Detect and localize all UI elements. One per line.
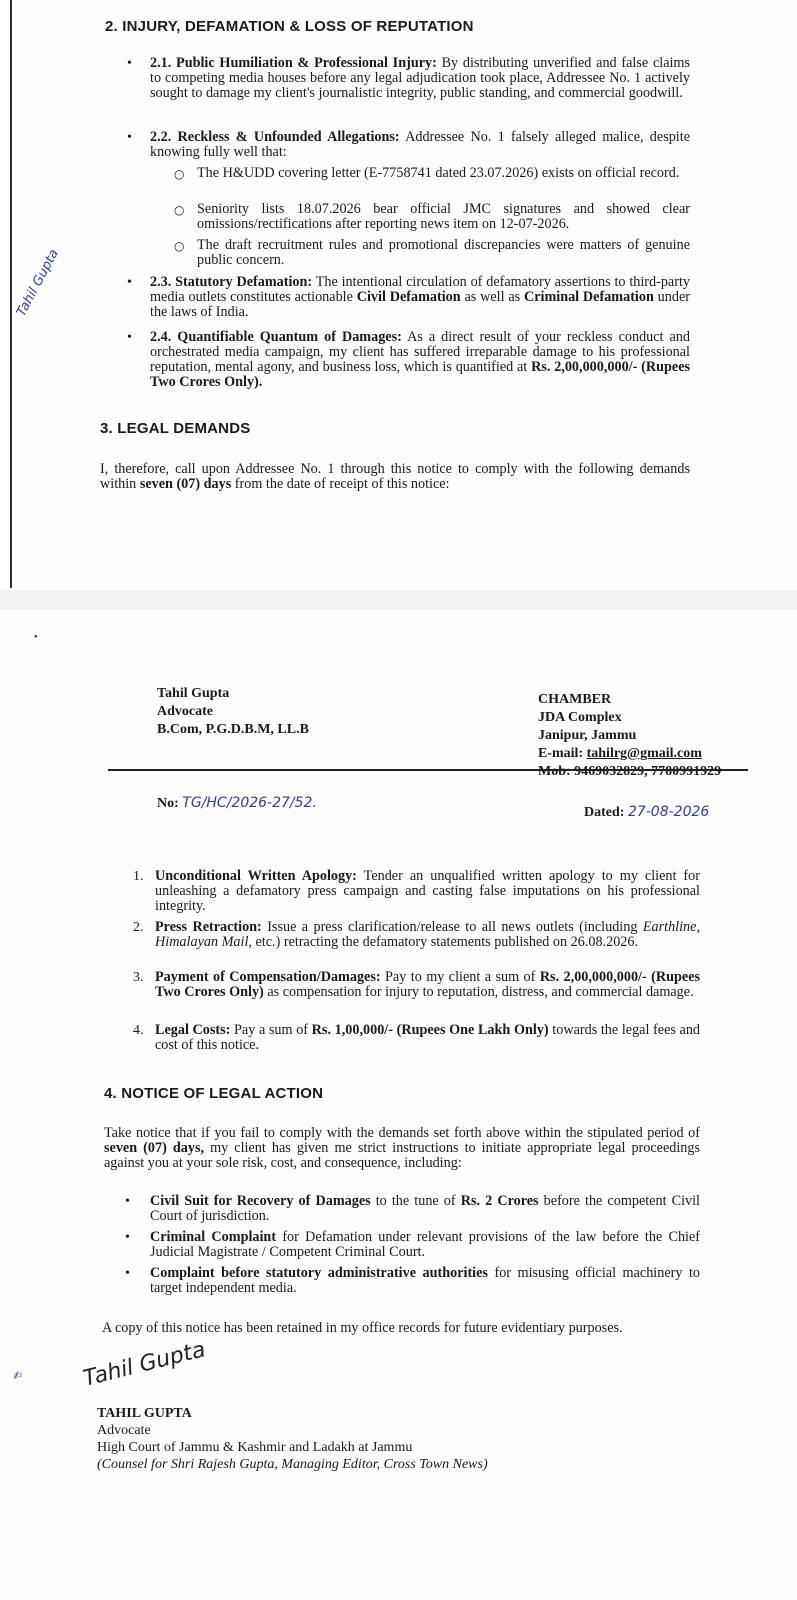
notice-date [584, 804, 709, 821]
administrative-complaint-label: Complaint before statutory administrative authorities [150, 1265, 488, 1281]
civil-defamation-term: Civil Defamation [356, 289, 461, 305]
dated-label: Dated: [584, 805, 625, 820]
reference-value: TG/HC/2026-27/52. [182, 795, 317, 811]
administrative-complaint-text: for misusing official machinery to target independent media. [150, 1265, 700, 1296]
legal-demands-deadline: seven (07) days [139, 476, 232, 492]
chamber-label: CHAMBER [538, 692, 612, 707]
criminal-complaint-label: Criminal Complaint [150, 1229, 277, 1245]
mobile-label: Mob: [538, 764, 571, 779]
paragraph-2-2 [150, 130, 690, 160]
email-link[interactable]: tahilrg@gmail.com [586, 746, 702, 761]
demand-3-title: Payment of Compensation/Damages: [155, 969, 381, 985]
notice-page-1 [10, 0, 797, 588]
demand-2-title: Press Retraction: [155, 919, 262, 935]
legal-action-deadline: seven (07) days, [104, 1140, 205, 1156]
reference-label: No: [157, 796, 179, 811]
paragraph-2-4 [150, 330, 690, 390]
section-3-heading: 3. LEGAL DEMANDS [100, 420, 251, 437]
legal-demands-intro-tail: from the date of receipt of this notice: [234, 476, 450, 492]
legal-action-item-2 [150, 1230, 700, 1260]
circle-bullet-icon: ○ [174, 167, 185, 181]
paragraph-2-1-text: By distributing unverified and false claims to competing media houses before any legal adjudication took place, Addressee No. 1 actively sought to damage my client's journalistic integrity, public standing, and commercial goodwill. [150, 55, 690, 101]
criminal-defamation-term: Criminal Defamation [523, 289, 654, 305]
bullet-icon: • [125, 1230, 130, 1245]
demand-2-text: Issue a press clarification/release to all news outlets (including [267, 919, 638, 935]
legal-action-intro [104, 1126, 700, 1171]
paragraph-2-1-title: 2.1. Public Humiliation & Professional Injury: [150, 55, 437, 71]
criminal-complaint-text: for Defamation under relevant provisions of the law before the Chief Judicial Magistrate / Competent Criminal Court. [150, 1229, 701, 1260]
legal-demands-intro [100, 462, 690, 492]
chamber-complex: JDA Complex [538, 710, 622, 725]
demand-1 [155, 869, 700, 914]
signature-block [97, 1405, 488, 1473]
legal-action-intro-text: Take notice that if you fail to comply with the demands set forth above within the stipulated period of [104, 1125, 700, 1141]
section-4-heading: 4. NOTICE OF LEGAL ACTION [104, 1085, 324, 1102]
bullet-icon: • [125, 1266, 130, 1281]
copy-retained-note: A copy of this notice has been retained in my office records for future evidentiary purposes. [102, 1320, 623, 1336]
chamber-location: Janipur, Jammu [538, 728, 637, 743]
circle-bullet-icon: ○ [174, 239, 185, 253]
signatory-role: Advocate [97, 1423, 151, 1438]
email-label: E-mail: [538, 746, 584, 761]
advocate-qualifications: B.Com, P.G.D.B.M, LL.B [157, 722, 309, 737]
handwritten-signature: Tahil Gupta [80, 1337, 209, 1392]
civil-suit-tail: before the competent Civil Court of jurisdiction. [150, 1193, 700, 1224]
paragraph-2-4-text: As a direct result of your reckless conduct and orchestrated media campaign, my client has suffered irreparable damage to his professional reputation, mental agony, and business loss, which is quantified at [150, 329, 691, 375]
demand-4 [155, 1023, 700, 1053]
signatory-counsel: (Counsel for Shri Rajesh Gupta, Managing Editor, Cross Town News) [97, 1457, 488, 1472]
bullet-icon: • [127, 330, 132, 345]
notice-page-2 [0, 612, 797, 1600]
demand-4-amount: Rs. 1,00,000/- (Rupees One Lakh Only) [311, 1022, 549, 1038]
letterhead-rule [108, 769, 748, 771]
demand-2-tail: etc.) retracting the defamatory statements published on 26.08.2026. [255, 934, 639, 950]
email-line [538, 745, 721, 763]
paragraph-2-3-title: 2.3. Statutory Defamation: [150, 274, 313, 290]
sub-item-1: The H&UDD covering letter (E-7758741 dated 23.07.2026) exists on official record. [197, 165, 680, 181]
legal-action-item-3 [150, 1266, 700, 1296]
legal-action-item-1 [150, 1194, 700, 1224]
demand-number: 1. [133, 869, 144, 884]
dated-value: 27-08-2026 [627, 804, 710, 820]
bullet-icon: • [127, 130, 132, 145]
page-separator [0, 590, 797, 610]
side-initials-mark: ✍ [11, 1368, 24, 1383]
sub-item-3: The draft recruitment rules and promotional discrepancies were matters of genuine public concern. [197, 237, 690, 268]
margin-initials: Tahil Gupta [14, 246, 62, 320]
reference-number [157, 795, 317, 812]
signatory-court: High Court of Jammu & Kashmir and Ladakh at Jammu [97, 1440, 413, 1455]
paragraph-2-3 [150, 275, 690, 320]
paragraph-2-3-text: The intentional circulation of defamatory assertions to third-party media outlets constitutes actionable [150, 274, 690, 305]
civil-suit-label: Civil Suit for Recovery of Damages [150, 1193, 371, 1209]
demand-number: 4. [133, 1023, 144, 1038]
demand-number: 3. [133, 970, 144, 985]
circle-bullet-icon: ○ [174, 203, 185, 217]
bullet-icon: • [127, 275, 132, 290]
demand-2 [155, 920, 700, 950]
demand-3 [155, 970, 700, 1000]
demand-3-tail: as compensation for injury to reputation, distress, and commercial damage. [267, 984, 694, 1000]
paragraph-2-3-tail: under the laws of India. [150, 289, 690, 320]
letterhead-right [538, 691, 721, 781]
advocate-role: Advocate [157, 704, 213, 719]
demand-3-amount: Rs. 2,00,000,000/- (Rupees Two Crores Only) [155, 969, 701, 1000]
demand-3-text: Pay to my client a sum of [385, 969, 536, 985]
bullet-icon: • [125, 1194, 130, 1209]
demand-2-outlets: Earthline, Himalayan Mail, [155, 919, 700, 950]
signatory-name: TAHIL GUPTA [97, 1406, 192, 1421]
paragraph-2-2-title: 2.2. Reckless & Unfounded Allegations: [150, 129, 400, 145]
paragraph-2-4-title: 2.4. Quantifiable Quantum of Damages: [150, 329, 402, 345]
civil-suit-text: to the tune of [375, 1193, 456, 1209]
section-2-heading: 2. INJURY, DEFAMATION & LOSS OF REPUTATION [105, 18, 474, 35]
legal-demands-intro-text: I, therefore, call upon Addressee No. 1 through this notice to comply with the following demands within [100, 461, 690, 492]
paragraph-2-3-connector: as well as [464, 289, 521, 305]
letterhead-left [157, 685, 309, 739]
scan-speck-icon: • [34, 632, 38, 643]
paragraph-2-1 [150, 56, 690, 101]
demand-4-title: Legal Costs: [155, 1022, 231, 1038]
demand-1-title: Unconditional Written Apology: [155, 868, 357, 884]
demand-number: 2. [133, 920, 144, 935]
advocate-name: Tahil Gupta [157, 686, 230, 701]
demand-4-tail: towards the legal fees and cost of this notice. [155, 1022, 701, 1053]
legal-action-intro-tail: my client has given me strict instructions to initiate appropriate legal proceedings against you at your sole risk, cost, and consequence, including: [104, 1140, 701, 1171]
sub-item-2: Seniority lists 18.07.2026 bear official JMC signatures and showed clear omissions/rectifications after reporting news item on 12-07-2026. [197, 201, 690, 232]
demand-1-text: Tender an unqualified written apology to my client for unleashing a defamatory press campaign and casting false imputations on his professional integrity. [155, 868, 700, 914]
damages-amount: Rs. 2,00,000,000/- (Rupees Two Crores Only). [150, 359, 691, 390]
civil-suit-amount: Rs. 2 Crores [460, 1193, 539, 1209]
mobile-numbers: 9469032829, 7780991929 [574, 764, 722, 779]
paragraph-2-2-text: Addressee No. 1 falsely alleged malice, despite knowing fully well that: [150, 129, 690, 160]
demand-4-text: Pay a sum of [234, 1022, 309, 1038]
mobile-line [538, 763, 721, 781]
bullet-icon: • [127, 56, 132, 71]
